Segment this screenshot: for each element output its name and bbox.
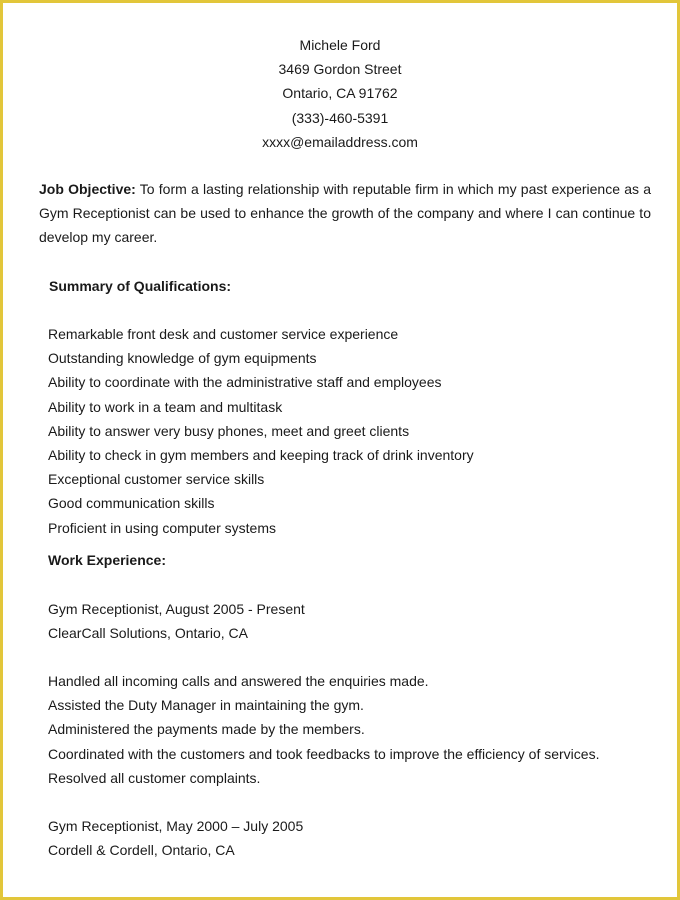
job-1-duties [48,669,599,790]
qualifications-heading: Summary of Qualifications: [49,278,232,294]
job-title: Gym Receptionist, May 2000 – July 2005 [48,818,304,834]
job-objective [39,177,651,250]
job-objective-text: To form a lasting relationship with reputable firm in which my past experience as a Gym Receptionist can be used to enhance the growth of the company and where I can continue to develop my career. [39,181,651,246]
job-company: ClearCall Solutions, Ontario, CA [48,625,248,642]
work-experience-heading: Work Experience: [48,552,167,568]
contact-city: Ontario, CA 91762 [282,85,398,102]
list-item: Administered the payments made by the members. [48,721,365,738]
job-objective-label: Job Objective: [39,181,136,197]
job-1-header [48,597,305,645]
list-item: Ability to check in gym members and keeping track of drink inventory [48,447,474,464]
list-item: Good communication skills [48,495,215,512]
job-company: Cordell & Cordell, Ontario, CA [48,842,235,859]
list-item: Coordinated with the customers and took feedbacks to improve the efficiency of services. [48,745,600,762]
qualifications-list [48,322,474,540]
contact-email: xxxx@emailaddress.com [262,133,418,150]
list-item: Resolved all customer complaints. [48,769,261,786]
contact-block [3,33,677,154]
list-item: Ability to coordinate with the administrative staff and employees [48,374,442,391]
list-item: Proficient in using computer systems [48,519,276,536]
list-item: Outstanding knowledge of gym equipments [48,350,317,367]
list-item: Ability to work in a team and multitask [48,398,283,415]
job-title: Gym Receptionist, August 2005 - Present [48,601,305,617]
contact-name: Michele Ford [299,37,381,53]
job-2-header [48,814,303,862]
list-item: Remarkable front desk and customer service experience [48,326,399,342]
contact-street: 3469 Gordon Street [278,61,402,78]
list-item: Ability to answer very busy phones, meet and greet clients [48,422,410,439]
list-item: Exceptional customer service skills [48,471,265,488]
list-item: Assisted the Duty Manager in maintaining the gym. [48,697,364,714]
list-item: Handled all incoming calls and answered the enquiries made. [48,673,429,689]
contact-phone: (333)-460-5391 [291,109,389,126]
